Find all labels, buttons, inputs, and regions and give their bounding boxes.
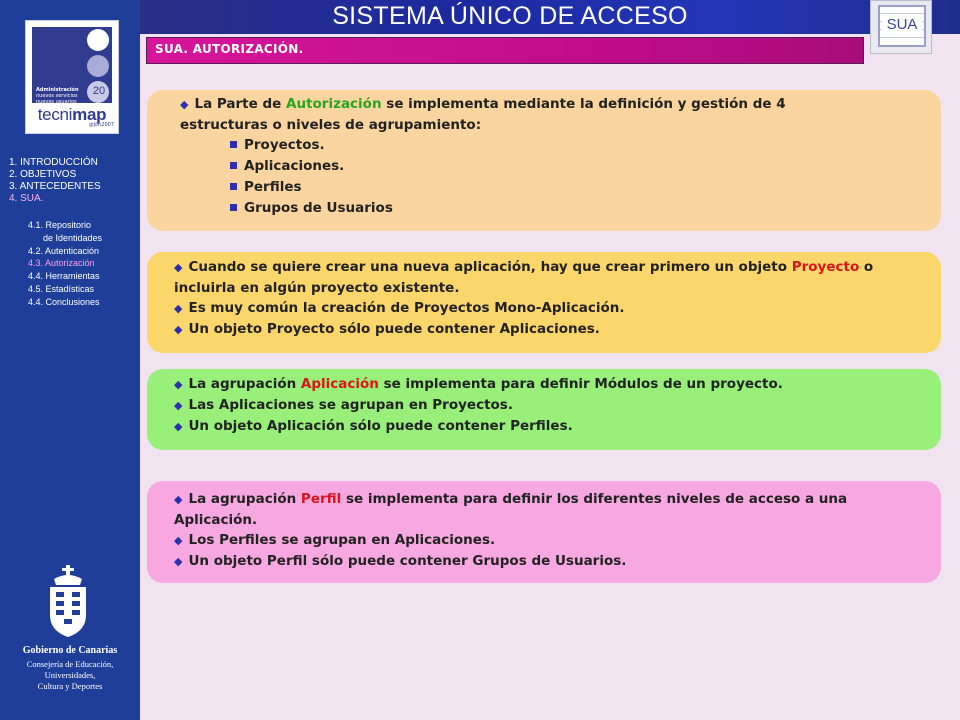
box1-line1-cont: estructuras o niveles de agrupamiento: <box>180 117 482 133</box>
box3-line1 <box>174 374 921 395</box>
box3-line2-text: Las Aplicaciones se agrupan en Proyectos. <box>188 397 513 413</box>
box3-line3 <box>174 416 921 437</box>
list-item-label: Grupos de Usuarios <box>244 200 393 216</box>
box4-highlight: Perfil <box>300 491 342 507</box>
square-bullet-icon <box>230 141 237 148</box>
subnav-item-estadisticas[interactable]: 4.5. Estadísticas <box>28 283 95 294</box>
dept-line: Universidades, <box>44 670 96 680</box>
nav-item-sua[interactable]: 4. SUA. <box>9 193 44 204</box>
box4-line3 <box>174 551 921 572</box>
box3-line2 <box>174 395 921 416</box>
box4-line2 <box>174 530 921 551</box>
tecnimap-logo <box>25 20 119 134</box>
box1-line1 <box>180 94 921 115</box>
square-bullet-icon <box>230 204 237 211</box>
box2-pre: Cuando se quiere crear una nueva aplicación, hay que crear primero un objeto <box>188 259 792 275</box>
logo-word-bold: map <box>72 105 107 124</box>
box4-line1 <box>174 489 921 510</box>
logo-circle-icon <box>87 29 109 51</box>
nav-item-objetivos[interactable]: 2. OBJETIVOS <box>9 169 77 180</box>
logo-admin-text <box>36 87 86 105</box>
diamond-bullet-icon: ◆ <box>174 302 183 315</box>
sua-logo-grid-icon <box>878 5 926 47</box>
logo-circle-icon <box>87 55 109 77</box>
aplicacion-box <box>147 369 941 450</box>
diamond-bullet-icon: ◆ <box>174 420 183 433</box>
diamond-bullet-icon: ◆ <box>180 98 189 111</box>
nav-item-introduccion[interactable]: 1. INTRODUCCIÓN <box>9 157 98 168</box>
coat-of-arms-icon <box>44 565 92 639</box>
diamond-bullet-icon: ◆ <box>174 555 183 568</box>
diamond-bullet-icon: ◆ <box>174 323 183 336</box>
list-item <box>230 198 921 219</box>
logo-admin-line: nuevos usuarios <box>36 99 77 105</box>
list-item <box>230 135 921 156</box>
section-title: SUA. AUTORIZACIÓN. <box>155 42 304 56</box>
structures-list <box>230 135 921 219</box>
logo-admin-line: Administración <box>36 87 79 93</box>
box2-post: o <box>859 259 874 275</box>
list-item <box>230 156 921 177</box>
government-department <box>10 659 130 692</box>
box3-post: se implementa para definir Módulos de un proyecto. <box>378 376 783 392</box>
box2-line2-text: Es muy común la creación de Proyectos Mono-Aplicación. <box>188 300 625 316</box>
box1-pre: La Parte de <box>194 96 287 112</box>
box4-pre: La agrupación <box>188 491 301 507</box>
perfil-box <box>147 481 941 583</box>
autorizacion-box <box>147 90 941 231</box>
logo-subtitle: gijón2007 <box>89 122 114 128</box>
subnav-item-repositorio[interactable]: 4.1. Repositorio <box>28 220 92 230</box>
subnav-item-conclusiones[interactable]: 4.4. Conclusiones <box>28 296 100 307</box>
list-item <box>230 177 921 198</box>
box2-line1-cont: incluirla en algún proyecto existente. <box>174 280 460 296</box>
sua-logo <box>870 0 932 54</box>
logo-badge: 20 <box>92 85 106 97</box>
box3-line3-text: Un objeto Aplicación sólo puede contener Perfiles. <box>188 418 573 434</box>
box2-line3-text: Un objeto Proyecto sólo puede contener Aplicaciones. <box>188 321 600 337</box>
diamond-bullet-icon: ◆ <box>174 378 183 391</box>
subnav-item-autorizacion[interactable]: 4.3. Autorización <box>28 258 95 269</box>
square-bullet-icon <box>230 162 237 169</box>
logo-word-light: tecni <box>37 105 73 124</box>
main-nav <box>9 157 139 205</box>
diamond-bullet-icon: ◆ <box>174 261 183 274</box>
dept-line: Consejería de Educación, <box>26 659 114 669</box>
box4-line3-text: Un objeto Perfil sólo puede contener Grupos de Usuarios. <box>188 553 627 569</box>
box3-pre: La agrupación <box>188 376 301 392</box>
subnav-item-repositorio-cont[interactable]: de Identidades <box>28 232 103 243</box>
square-bullet-icon <box>230 183 237 190</box>
box4-line1-cont: Aplicación. <box>174 512 258 528</box>
subnav-item-autenticacion[interactable]: 4.2. Autenticación <box>28 245 100 256</box>
box1-post: se implementa mediante la definición y gestión de 4 <box>381 96 786 112</box>
proyecto-box <box>147 252 941 353</box>
diamond-bullet-icon: ◆ <box>174 399 183 412</box>
list-item-label: Proyectos. <box>244 137 325 153</box>
box4-line2-text: Los Perfiles se agrupan en Aplicaciones. <box>188 532 496 548</box>
dept-line: Cultura y Deportes <box>37 681 103 691</box>
nav-item-antecedentes[interactable]: 3. ANTECEDENTES <box>9 181 101 192</box>
government-title: Gobierno de Canarias <box>22 645 118 656</box>
list-item-label: Perfiles <box>244 179 302 195</box>
box2-line2 <box>174 298 921 319</box>
page-title: SISTEMA ÚNICO DE ACCESO <box>332 2 688 30</box>
diamond-bullet-icon: ◆ <box>174 534 183 547</box>
subnav-item-herramientas[interactable]: 4.4. Herramientas <box>28 271 100 282</box>
list-item-label: Aplicaciones. <box>244 158 345 174</box>
sua-logo-text: SUA <box>882 16 922 34</box>
box2-highlight: Proyecto <box>791 259 860 275</box>
logo-admin-line: nuevos servicios <box>36 93 78 99</box>
box2-line1 <box>174 257 921 278</box>
tecnimap-logo-graphic <box>32 27 112 103</box>
sub-nav <box>28 219 138 309</box>
sidebar <box>0 0 140 720</box>
box3-highlight: Aplicación <box>300 376 379 392</box>
box1-highlight: Autorización <box>286 96 382 112</box>
box4-post: se implementa para definir los diferentes niveles de acceso a una <box>341 491 848 507</box>
section-header <box>146 37 864 64</box>
box2-line3 <box>174 319 921 340</box>
diamond-bullet-icon: ◆ <box>174 493 183 506</box>
